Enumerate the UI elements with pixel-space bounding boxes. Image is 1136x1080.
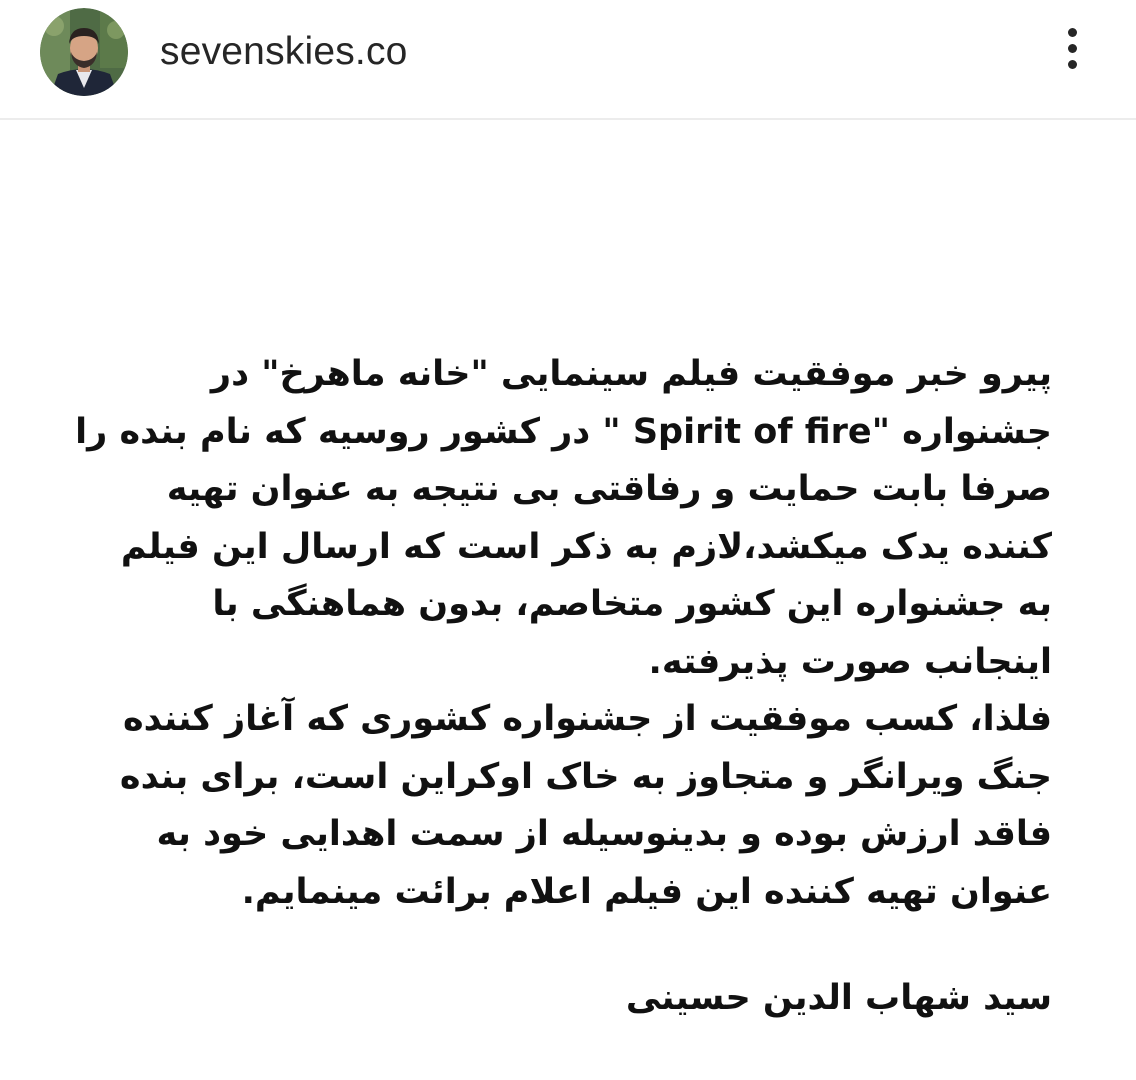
more-options-button[interactable] [1052, 20, 1092, 76]
avatar[interactable] [40, 8, 128, 96]
post-text-line: پیرو خبر موفقیت فیلم سینمایی "خانه ماهرخ" در [210, 354, 1052, 394]
profile-photo-icon [40, 8, 128, 96]
more-vertical-icon-dot [1068, 44, 1077, 53]
post-text-line: به جشنواره این کشور متخاصم، بدون هماهنگی با [212, 584, 1052, 624]
post-text [62, 346, 1052, 921]
post-text-line: اینجانب صورت پذیرفته. [648, 641, 1052, 682]
post-header [0, 0, 1136, 120]
post-text-line: فلذا، کسب موفقیت از جشنواره کشوری که آغاز کننده [122, 699, 1052, 739]
more-vertical-icon [1068, 28, 1077, 37]
post-text-line: عنوان تهیه کننده این فیلم اعلام برائت مینمایم. [241, 871, 1052, 912]
post-text-line: فاقد ارزش بوده و بدینوسیله از سمت اهدایی خود به [156, 814, 1052, 854]
post-text-line: صرفا بابت حمایت و رفاقتی بی نتیجه به عنوان تهیه [166, 469, 1052, 509]
post-text-line: جشنواره "Spirit of fire " در کشور روسیه که نام بنده را [75, 411, 1052, 452]
post-signature: سید شهاب الدین حسینی [625, 978, 1052, 1018]
post-text-line: جنگ ویرانگر و متجاوز به خاک اوکراین است، برای بنده [119, 756, 1052, 797]
username[interactable]: sevenskies.co [160, 30, 408, 73]
post-text-line: کننده یدک میکشد،لازم به ذکر است که ارسال این فیلم [120, 526, 1052, 567]
more-vertical-icon-dot [1068, 60, 1077, 69]
